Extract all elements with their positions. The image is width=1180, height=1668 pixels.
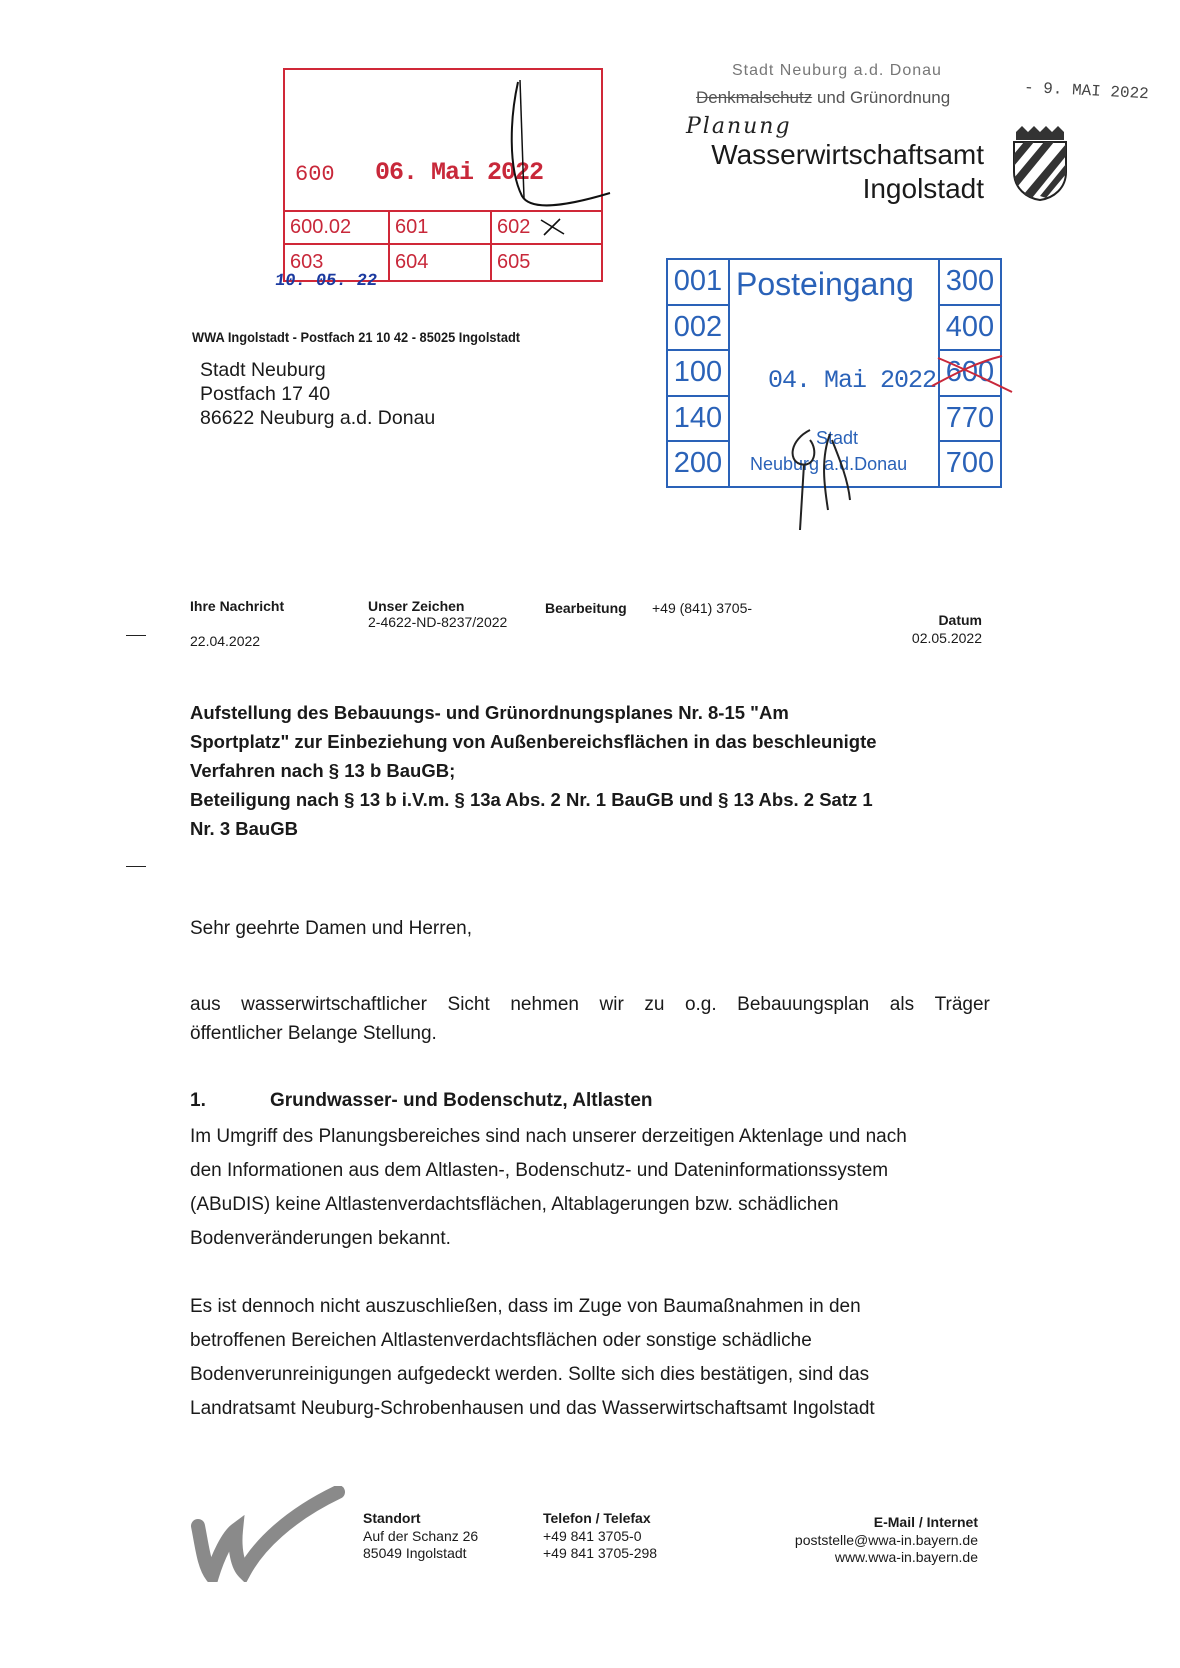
recipient-line-3: 86622 Neuburg a.d. Donau [200, 407, 436, 429]
handwritten-signature [770, 420, 880, 540]
bearbeitung-value: +49 (841) 3705- [652, 600, 753, 616]
footer-standort-line: Auf der Schanz 26 [363, 1528, 479, 1544]
salutation: Sehr geehrte Damen und Herren, [190, 918, 472, 939]
blue-stamp-left-codes [668, 260, 730, 486]
struck-text: Denkmalschutz [696, 88, 813, 107]
ihre-nachricht-label: Ihre Nachricht [190, 598, 285, 614]
agency-line-2: Ingolstadt [862, 173, 984, 204]
fold-mark-middle [126, 866, 146, 867]
received-date-stamp: - 9. MAI 2022 [1023, 78, 1150, 104]
recipient-line-2: Postfach 17 40 [200, 383, 331, 405]
footer-standort-label: Standort [363, 1510, 421, 1526]
datum-value: 02.05.2022 [911, 630, 982, 646]
subject-line: Verfahren nach § 13 b BauGB; [190, 760, 456, 781]
paragraph-line: Landratsamt Neuburg-Schrobenhausen und das Wasserwirtschaftsamt Ingolstadt [190, 1398, 875, 1419]
stamp-code: 140 [668, 397, 728, 443]
intro-paragraph [190, 990, 990, 1048]
stamp-code: 100 [668, 351, 728, 397]
red-stamp-cell: 605 [497, 251, 531, 273]
footer-website: www.wwa-in.bayern.de [834, 1549, 978, 1565]
subject-line: Aufstellung des Bebauungs- und Grünordnungsplanes Nr. 8-15 "Am [190, 702, 789, 723]
stamp-faded-city: Stadt Neuburg a.d. Donau [732, 62, 942, 79]
footer-email [795, 1532, 978, 1566]
stamp-code: 600 [940, 351, 1000, 397]
handwritten-date: 10. 05. 22 [273, 272, 379, 291]
paragraph-1 [190, 1120, 990, 1256]
section-title: Grundwasser- und Bodenschutz, Altlasten [270, 1090, 653, 1111]
blue-stamp-title: Posteingang [736, 266, 914, 302]
handwritten-note: Planung [686, 114, 792, 139]
wwa-logo-icon [188, 1486, 348, 1582]
intro-word: Sicht [447, 994, 490, 1015]
red-stamp-cell: 604 [390, 245, 492, 280]
intro-word: o.g. [684, 994, 717, 1015]
sender-address-line: WWA Ingolstadt - Postfach 21 10 42 - 85025 Ingolstadt [192, 330, 521, 345]
red-stamp-date: 06. Mai 2022 [375, 158, 544, 187]
agency-line-1: Wasserwirtschaftsamt [711, 139, 984, 170]
footer-standort [363, 1528, 478, 1562]
stamp-code: 002 [668, 306, 728, 352]
recipient-address [200, 358, 435, 430]
paragraph-2 [190, 1290, 990, 1426]
footer-telefon-line: +49 841 3705-298 [543, 1545, 658, 1561]
handwritten-signature-stroke [500, 78, 620, 218]
ihre-nachricht-value: 22.04.2022 [190, 633, 261, 649]
footer-email-label: E-Mail / Internet [873, 1514, 978, 1530]
blue-stamp-date: 04. Mai 2022 [768, 366, 937, 395]
paragraph-line: den Informationen aus dem Altlasten-, Bodenschutz- und Dateninformationssystem [190, 1160, 889, 1181]
unser-zeichen-label: Unser Zeichen [368, 598, 465, 614]
paragraph-line: Im Umgriff des Planungsbereiches sind nach unserer derzeitigen Aktenlage und nach [190, 1126, 907, 1147]
red-stamp-cell: 602 [492, 210, 601, 245]
footer-telefon [543, 1528, 657, 1562]
datum-label: Datum [938, 612, 982, 628]
red-stamp-cell: 601 [390, 210, 492, 245]
intro-word: zu [644, 994, 665, 1015]
bearbeitung-label: Bearbeitung [545, 600, 627, 616]
intro-word: als [889, 994, 915, 1015]
subject-line: Nr. 3 BauGB [190, 818, 298, 839]
intro-word: Träger [934, 994, 990, 1015]
paragraph-line: betroffenen Bereichen Altlastenverdachtsflächen oder sonstige schädliche [190, 1330, 812, 1351]
blue-stamp-city-line-1: Stadt [816, 428, 859, 448]
subject-line: Sportplatz" zur Einbeziehung von Außenbereichsflächen in das beschleunigte [190, 731, 877, 752]
paragraph-line: (ABuDIS) keine Altlastenverdachtsflächen, Altablagerungen bzw. schädlichen [190, 1194, 839, 1215]
recipient-line-1: Stadt Neuburg [200, 359, 326, 381]
stamp-code: 200 [673, 447, 723, 480]
stamp-code: 001 [668, 260, 728, 306]
footer-telefon-line: +49 841 3705-0 [543, 1528, 642, 1544]
stamp-code: 400 [940, 306, 1000, 352]
stamp-code: 770 [940, 397, 1000, 443]
red-stamp-cell: 603 [285, 245, 390, 280]
stamp-faded-department [696, 88, 950, 108]
stamp-code: 300 [940, 260, 1000, 306]
subject-line: Beteiligung nach § 13 b i.V.m. § 13a Abs. 2 Nr. 1 BauGB und § 13 Abs. 2 Satz 1 [190, 789, 873, 810]
paragraph-line: Bodenveränderungen bekannt. [190, 1228, 451, 1249]
intro-word: wasserwirtschaftlicher [241, 994, 427, 1015]
intro-line-2: öffentlicher Belange Stellung. [190, 1023, 437, 1044]
agency-name [711, 138, 984, 206]
intro-word: nehmen [510, 994, 579, 1015]
intro-word: aus [190, 994, 221, 1015]
footer-telefon-label: Telefon / Telefax [543, 1510, 651, 1526]
blue-stamp-city-line-2: Neuburg a.d.Donau [750, 454, 908, 474]
paragraph-line: Es ist dennoch nicht auszuschließen, dass im Zuge von Baumaßnahmen in den [190, 1296, 861, 1317]
intro-word: Bebauungsplan [737, 994, 870, 1015]
check-mark-icon [538, 216, 568, 238]
fold-mark-top [126, 635, 146, 636]
paragraph-line: Bodenverunreinigungen aufgedeckt werden. Sollte sich dies bestätigen, sind das [190, 1364, 870, 1385]
red-stamp-cell: 600.02 [285, 210, 390, 245]
faded-text-rest: und Grünordnung [812, 88, 951, 107]
intro-word: wir [599, 994, 624, 1015]
red-stamp-dept: 600 [295, 162, 335, 187]
intro-line-1 [190, 990, 990, 1019]
stamp-code: 700 [945, 447, 995, 480]
footer-email-address: poststelle@wwa-in.bayern.de [794, 1532, 978, 1548]
subject-heading [190, 698, 990, 843]
section-number: 1. [190, 1090, 206, 1111]
strike-cross-icon [928, 352, 1014, 394]
bavarian-crest-icon [1010, 124, 1070, 202]
unser-zeichen-value: 2-4622-ND-8237/2022 [368, 614, 508, 630]
footer-standort-line: 85049 Ingolstadt [363, 1545, 467, 1561]
